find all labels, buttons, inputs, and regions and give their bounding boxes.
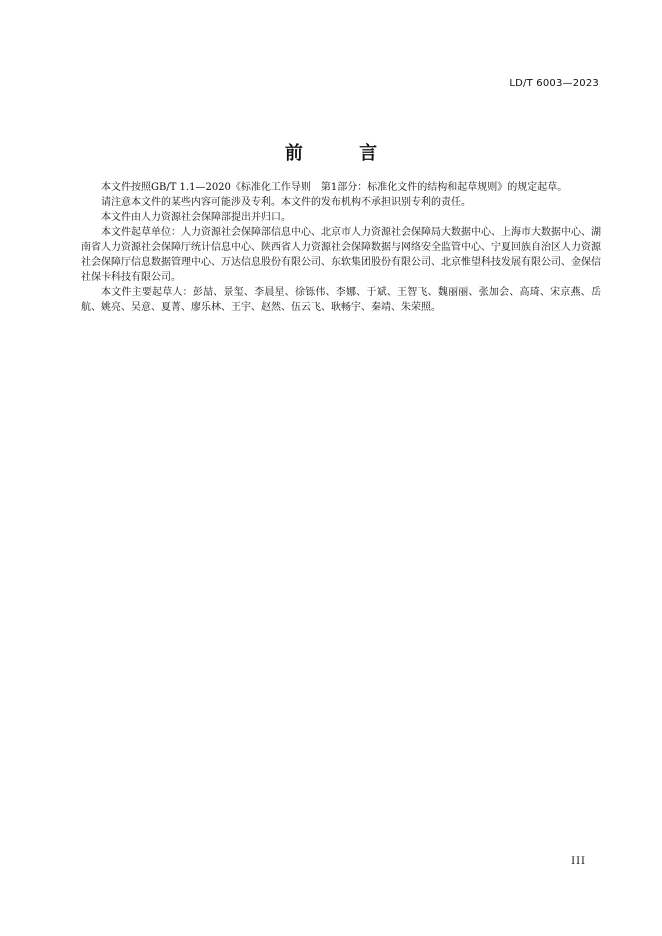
paragraph-drafters: 本文件主要起草人：彭喆、景玺、李晨星、徐铄伟、李娜、于斌、王智飞、魏丽丽、张加会、高琦、宋京燕、岳航、姚亮、吴意、夏菁、廖乐林、王宇、赵然、伍云飞、耿畅宇、秦靖、朱荣照。 [81,287,601,313]
paragraph-drafting-basis: 本文件按照GB/T 1.1—2020《标准化工作导则 第1部分：标准化文件的结构和起草规则》的规定起草。 [101,182,568,193]
paragraph-patent-notice: 请注意本文件的某些内容可能涉及专利。本文件的发布机构不承担识别专利的责任。 [101,197,471,208]
page-number: III [571,856,586,867]
page-title: 前 言 [284,143,403,164]
foreword-body [81,180,601,315]
paragraph-proposer: 本文件由人力资源社会保障部提出并归口。 [101,212,291,223]
document-code: LD/T 6003—2023 [509,78,599,89]
paragraph-drafting-units: 本文件起草单位：人力资源社会保障部信息中心、北京市人力资源社会保障局大数据中心、上海市大数据中心、湖南省人力资源社会保障厅统计信息中心、陕西省人力资源社会保障数据与网络安全监管中心、宁夏回族自治区人力资源社会保障厅信息数据管理中心、万达信息股份有限公司、东软集团股份有限公司、北京惟望科技发展有限公司、金保信社保卡科技有限公司。 [81,227,601,283]
